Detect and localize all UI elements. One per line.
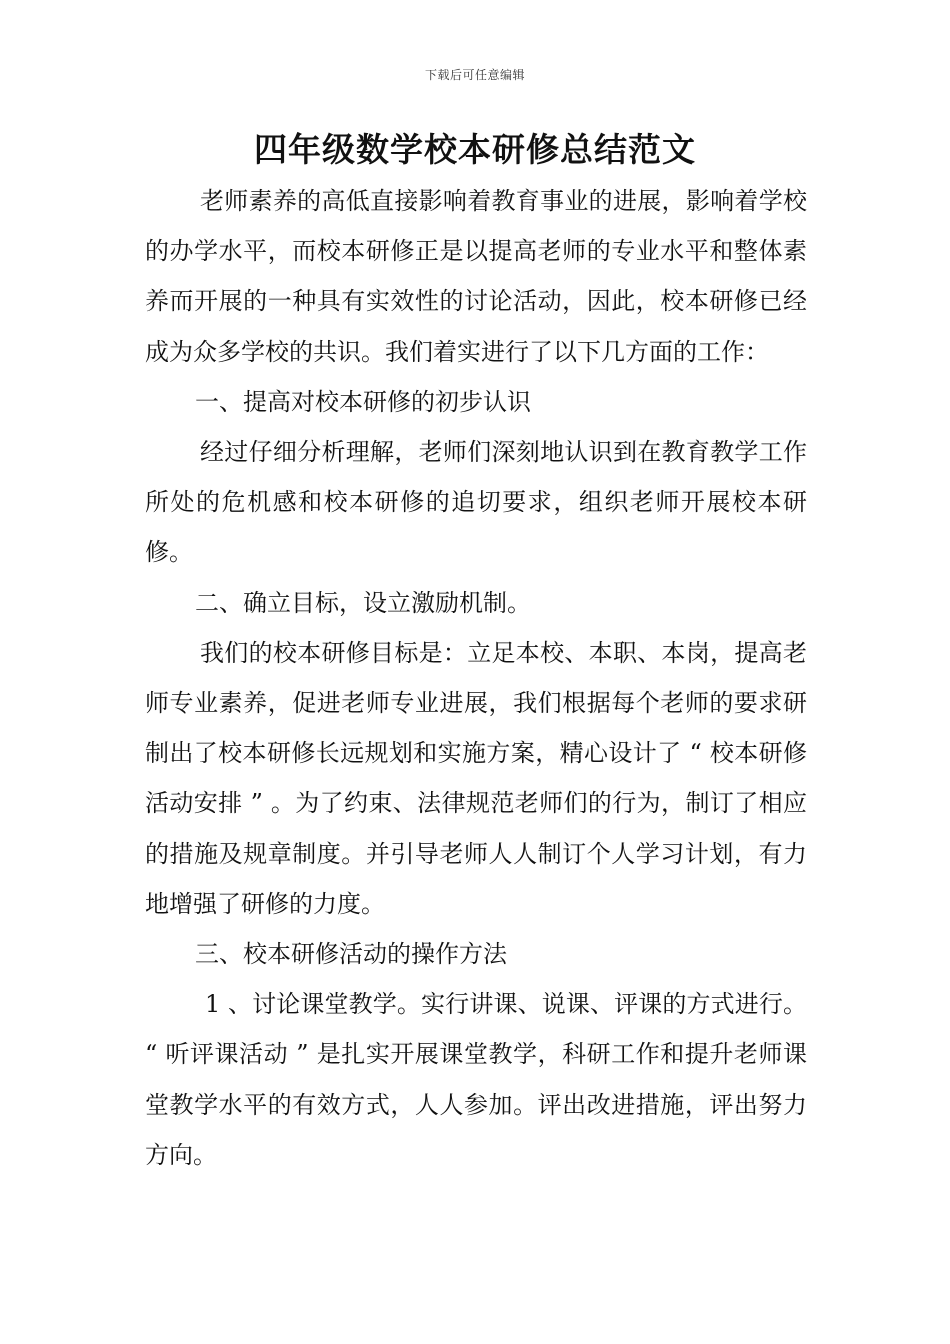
section-paragraph-2: 我们的校本研修目标是：立足本校、本职、本岗，提高老师专业素养，促进老师专业进展，我们根据每个老师的要求研制出了校本研修长远规划和实施方案，精心设计了 “ 校本研修活动安排 ” 。为了约束、法律规范老师们的行为，制订了相应的措施及规章制度。并引导老师人人制订个人学习计划，有力地增强了研修的力度。	[145, 638, 807, 918]
section-paragraph-1: 经过仔细分析理解，老师们深刻地认识到在教育教学工作所处的危机感和校本研修的追切要求，组织老师开展校本研修。	[145, 438, 807, 567]
document-title: 四年级数学校本研修总结范文	[254, 130, 696, 169]
section-paragraph-3: 1 、讨论课堂教学。实行讲课、说课、评课的方式进行。 “ 听评课活动 ” 是扎实开展课堂教学，科研工作和提升老师课堂教学水平的有效方式，人人参加。评出改进措施，评出努力方向。	[145, 990, 807, 1169]
header-note: 下载后可任意编辑	[424, 68, 525, 82]
section-heading-3: 三、校本研修活动的操作方法	[195, 940, 507, 969]
document-body	[145, 176, 807, 1180]
section-heading-1: 一、提高对校本研修的初步认识	[195, 387, 531, 416]
intro-paragraph: 老师素养的高低直接影响着教育事业的进展，影响着学校的办学水平，而校本研修正是以提高老师的专业水平和整体素养而开展的一种具有实效性的讨论活动，因此，校本研修已经成为众多学校的共识。我们着实进行了以下几方面的工作：	[145, 187, 807, 366]
section-heading-2: 二、确立目标，设立激励机制。	[195, 588, 531, 617]
